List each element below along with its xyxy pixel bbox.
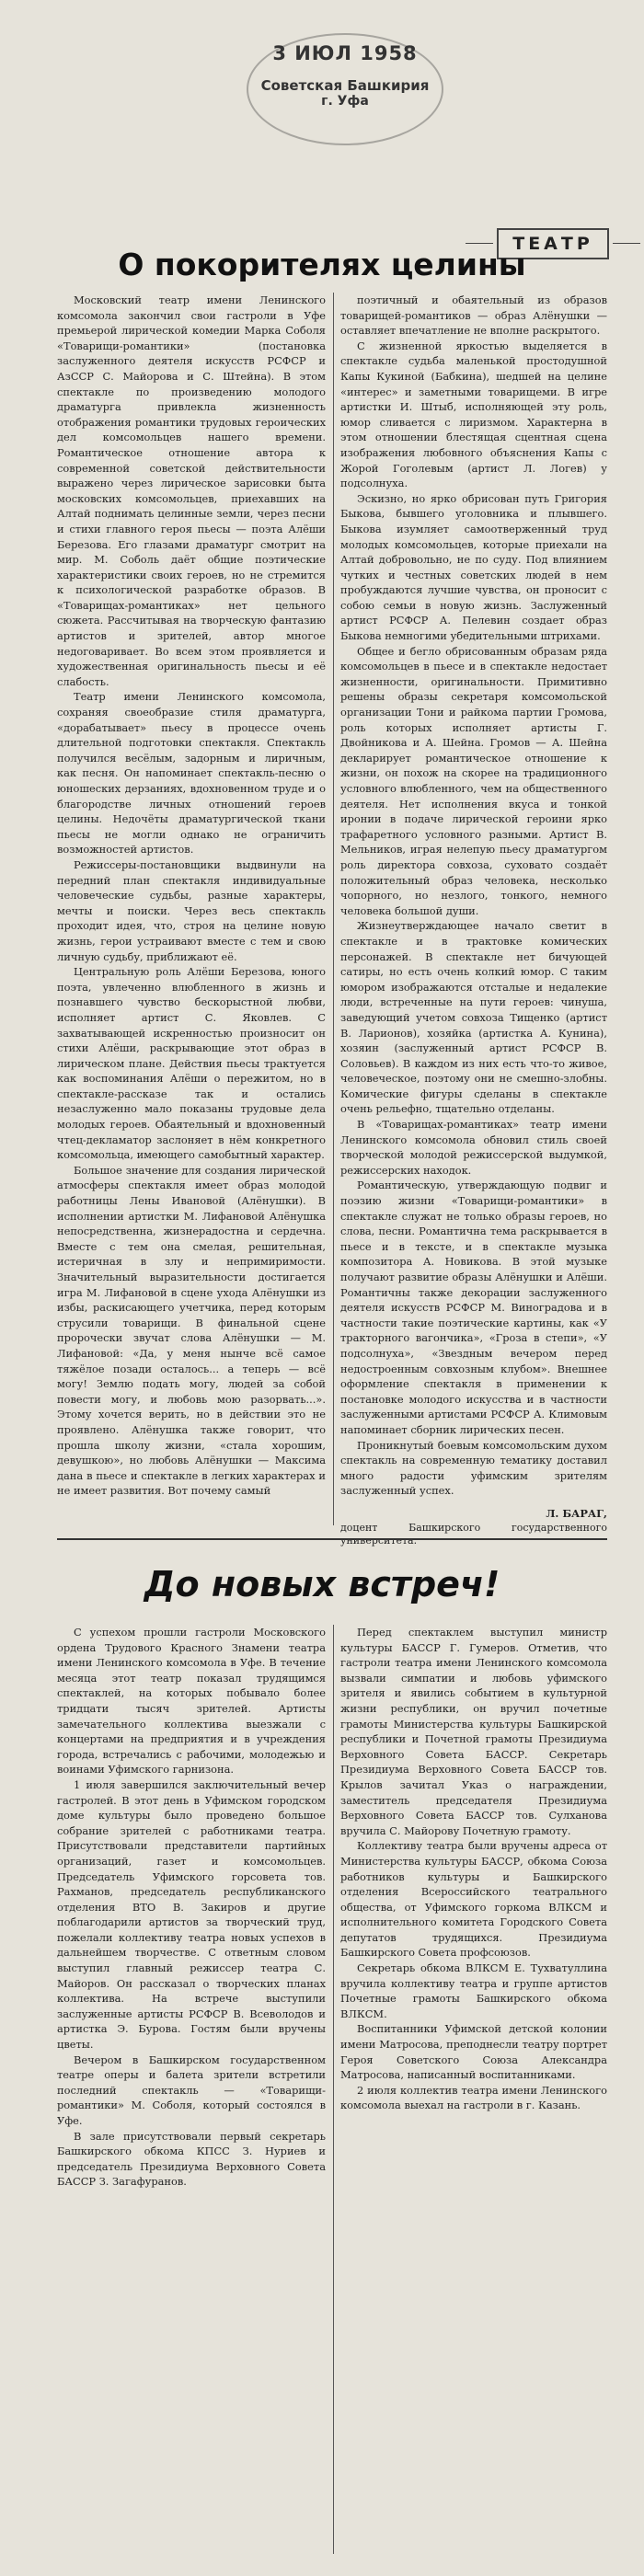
article2-paragraph: С успехом прошли гастроли Московского ордена Трудового Красного Знамени театра имени Ленинского комсомола в Уфе. В течение месяца этот театр показал трудящимся спектаклей, на которых побывало более тридцати тысяч зрителей. Артисты замечательного коллектива выезжали с концертами на предприятия и в учреждения города, встречались с рабочими, молодежью и воинами Уфимского гарнизона. [57,1626,326,1777]
article2-paragraph: В зале присутствовали первый секретарь Башкирского обкома КПСС З. Нуриев и председатель Президиума Верховного Совета БАССР З. Загафуранов. [57,2129,326,2189]
article1-paragraph: Жизнеутверждающее начало светит в спектакле и в трактовке комических персонажей. В спектакле нет бичующей сатиры, но есть очень колкий юмор. С таким юмором изображаются отсталые и недалекие люди, встреченные на пути героев: чинуша, заведующий учетом совхоза Тищенко (артист В. Ларионов), хозяйка (артистка А. Кунина), хозяин (заслуженный артист РСФСР В. Соловьев). В каждом из них есть что-то живое, человеческое, поэтому они не смешно-злобны. Комические фигуры сделаны в спектакле очень рельефно, тщательно отделаны. [340,919,607,1116]
author-affiliation: доцент Башкирского государственного университета. [340,1521,607,1547]
stamp-date: 3 ИЮЛ 1958 [272,42,418,64]
column-divider [333,1625,334,2554]
article1-paragraph: Эскизно, но ярко обрисован путь Григория Быкова, бывшего уголовника и плывшего. Быкова изумляет самоотверженный труд молодых комсомольцев, которые приехали на Алтай добровольно, не по суду. Под влиянием чутких и честных советских людей в нем пробуждаются лучшие чувства, он проносит с собою семьи в новую жизнь. Заслуженный артист РСФСР А. Пелевин создает образ Быкова немногими убедительными штрихами. [340,491,607,643]
article1-paragraph: Театр имени Ленинского комсомола, сохраняя своеобразие стиля драматурга, «дорабатывает» пьесу в процессе очень длительной подготовки спектакля. Спектакль получился весёлым, задорным и лиричным, как песня. Он напоминает спектакль-песню о юношеских дерзаниях, вдохновенном труде и о благородстве личных отношений героев целины. Недочёты драматургической ткани пьесы не могли однако не ограничить возможностей артистов. [57,690,326,857]
stamp-newspaper-name: Советская Башкирия [260,77,430,94]
article2-paragraph: Коллективу театра были вручены адреса от Министерства культуры БАССР, обкома Союза работников культуры и Башкирского отделения Всероссийского театрального общества, от Уфимского горкома ВЛКСМ и исполнительного комитета Городского Совета депутатов трудящихся. Президиума Башкирского Совета профсоюзов. [340,1839,607,1960]
author-signature: Л. БАРАГ, [546,1506,607,1520]
article1-paragraph: Общее и бегло обрисованным образам ряда комсомольцев в пьесе и в спектакле недостает жизненности, оригинальности. Примитивно решены образы секретаря комсомольской организации Тони и райкома партии Громова, роль которых исполняет артисты Г. Двойникова и А. Шейна. Громов — А. Шейна декларирует романтическое отношение к жизни, он похож на скорее на традиционного условного влюбленного, чем на общественного деятеля. Нет исполнения вкуса и тонкой иронии в подаче лирической героини ярко трафаретного условного разными. Артист В. Мельников, играя нелепую пьесу драматургом роль директора совхоза, суховато создаёт положительный образ человека, несколько чопорного, но незлого, тонкого, немного человека большой души. [340,644,607,917]
article1-right-column [340,293,607,1547]
column-divider [333,293,334,1525]
date-stamp [247,33,443,145]
article1-paragraph: С жизненной яркостью выделяется в спектакле судьба маленькой простодушной Капы Кукиной (Бабкина), шедшей на целине «интерес» и заметными товарищеми. В игре артистки И. Штыб, исполняющей эту роль, юмор сливается с лиризмом. Характерна в этом отношении блестящая сцентная сцена изображения любовного объяснения Капы с Жорой Гоголевым (артист Л. Логев) у подсолнуха. [340,339,607,490]
article1-paragraph: Центральную роль Алёши Березова, юного поэта, увлеченно влюбленного в жизнь и познавшего чувство бескорыстной любви, исполняет артист С. Яковлев. С захватывающей искренностью произносит он стихи Алёши, раскрывающие этот образ в лирическом плане. Действия пьесы трактуется как воспоминания Алёши о пережитом, но в спектакле-рассказе так и остались незаслуженно мало показаны трудовые дела молодых героев. Обаятельный и вдохновенный чтец-декламатор заслоняет в нём конкретного комсомольца, имеющего самобытный характер. [57,965,326,1162]
section-rubric: ТЕАТР [497,228,609,259]
section-divider [57,1538,607,1540]
article2-paragraph: Вечером в Башкирском государственном театре оперы и балета зрители встретили последний спектакль — «Товарищи-романтики» М. Соболя, который состоялся в Уфе. [57,2053,326,2127]
article2-paragraph: 2 июля коллектив театра имени Ленинского комсомола выехал на гастроли в г. Казань. [340,2083,607,2112]
article2-paragraph: Воспитанники Уфимской детской колонии имени Матросова, преподнесли театру портрет Героя Советского Союза Александра Матросова, написанный воспитанниками. [340,2022,607,2082]
article2-left-column [57,1625,326,2554]
article1-paragraph: Романтическую, утверждающую подвиг и поэзию жизни «Товарищи-романтики» в спектакле служат не только образы героев, но слова, песни. Романтична тема раскрывается в пьесе и в тексте, и в спектакле музыка композитора А. Новикова. В этой музыке получают развитие образы Алёнушки и Алёши. Романтичны также декорации заслуженного деятеля искусств РСФСР М. Виноградова и в частности такие поэтические картины, как «У тракторного вагончика», «Гроза в степи», «У подсолнуха», «Звездным вечером перед недостроенным совхозным клубом». Внешнее оформление спектакля в применении к постановке молодого искусства и в частности заслуженными артистами РСФСР А. Климовым напоминает сборник лирических песен. [340,1179,607,1436]
article1-paragraph: В «Товарищах-романтиках» театр имени Ленинского комсомола обновил стиль своей творческой молодой режиссерской выдумкой, режиссерских находок. [340,1118,607,1177]
article2-paragraph: Перед спектаклем выступил министр культуры БАССР Г. Гумеров. Отметив, что гастроли театра имени Ленинского комсомола вызвали симпатии и любовь уфимского зрителя и явились событием в культурной жизни республики, он вручил почетные грамоты Министерства культуры Башкирской республики и Почетной грамоты Президиума Верховного Совета БАССР. Секретарь Президиума Верховного Совета БАССР тов. Крылов зачитал Указ о награждении, заместитель председателя Президиума Верховного Совета БАССР тов. Сулханова вручила С. Майорову Почетную грамоту. [340,1626,607,1837]
article2-paragraph: 1 июля завершился заключительный вечер гастролей. В этот день в Уфимском городском доме культуры было проведено большое собрание зрителей с работниками театра. Присутствовали представители партийных организаций, газет и комсомольцев. Председатель Уфимского горсовета тов. Рахманов, председатель республиканского отделения ВТО В. Закиров и другие поблагодарили артистов за творческий труд, пожелали коллективу театра новых успехов в дальнейшем творчестве. С ответным словом выступил главный режиссер театра С. Майоров. Он рассказал о творческих планах коллектива. На встрече выступили заслуженные артисты РСФСР В. Всеволодов и артистка Э. Бурова. Гостям были вручены цветы. [57,1777,326,2052]
stamp-city: г. Уфа [321,94,369,109]
article1-paragraph: Режиссеры-постановщики выдвинули на передний план спектакля индивидуальные человеческие судьбы, разные характеры, мечты и поиски. Через весь спектакль проходит идея, что, строя на целине новую жизнь, герои устраивают вместе с тем и свою личную судьбу, приближают её. [57,857,326,963]
article1-paragraph: Московский театр имени Ленинского комсомола закончил свои гастроли в Уфе премьерой лирической комедии Марка Соболя «Товарищи-романтики» (постановка заслуженного деятеля искусств РСФСР и АзССР С. Майорова и С. Штейна). В этом спектакле по произведению молодого драматурга привлекла жизненность отображения романтики трудовых героических дел комсомольцев нашего времени. Романтическое отношение автора к современной советской действительности выражено через лирическое зарисовки быта московских комсомольцев, приехавших на Алтай поднимать целинные земли, через песни и стихи главного героя пьесы — поэта Алёши Березова. Его глазами драматург смотрит на мир. М. Соболь даёт общие поэтические характеристики своих героев, но не стремится к психологической разработке образов. В «Товарищах-романтиках» нет цельного сюжета. Рассчитывая на творческую фантазию артистов и зрителей, автор многое недоговаривает. Во всем этом проявляется и художественная оригинальность пьесы и её слабость. [57,293,326,688]
article1-paragraph: Проникнутый боевым комсомольским духом спектакль на современную тематику доставил много радости уфимским зрителям заслуженный успех. [340,1438,607,1498]
article1-paragraph: поэтичный и обаятельный из образов товарищей-романтиков — образ Алёнушки — оставляет впечатление не вполне раскрытого. [340,293,607,338]
article1-paragraph: Большое значение для создания лирической атмосферы спектакля имеет образ молодой работницы Лены Ивановой (Алёнушки). В исполнении артистки М. Лифановой Алёнушка непосредственна, жизнерадостна и сердечна. Вместе с тем она смелая, решительная, истеричная в злу и непримиримости. Значительный выразительности достигается игра М. Лифановой в сцене ухода Алёнушки из избы, раскисающего учетчика, перед которым струсили товарищи. В финальной сцене пророчески звучат слова Алёнушки — М. Лифановой: «Да, у меня нынче всё самое тяжёлое позади осталось... а теперь — всё могу! Землю подать могу, людей за собой повести могу, и любовь мою разорвать...». Этому хочется верить, но в действии это не проявлено. Алёнушка также говорит, что прошла школу жизни, «стала хорошим, девушкою», но любовь Алёнушки — Максима дана в пьесе и спектакле в легких характерах и не имеет развития. Вот почему самый [57,1163,326,1498]
article1-left-column [57,293,326,1522]
article2-right-column [340,1625,607,2554]
article2-paragraph: Секретарь обкома ВЛКСМ Е. Тухватуллина вручила коллективу театра и группе артистов Почетные грамоты Башкирского обкома ВЛКСМ. [340,1961,607,2020]
article2-headline: До новых встреч! [144,1564,500,1604]
article1-headline: О покорителях целины [118,247,526,282]
